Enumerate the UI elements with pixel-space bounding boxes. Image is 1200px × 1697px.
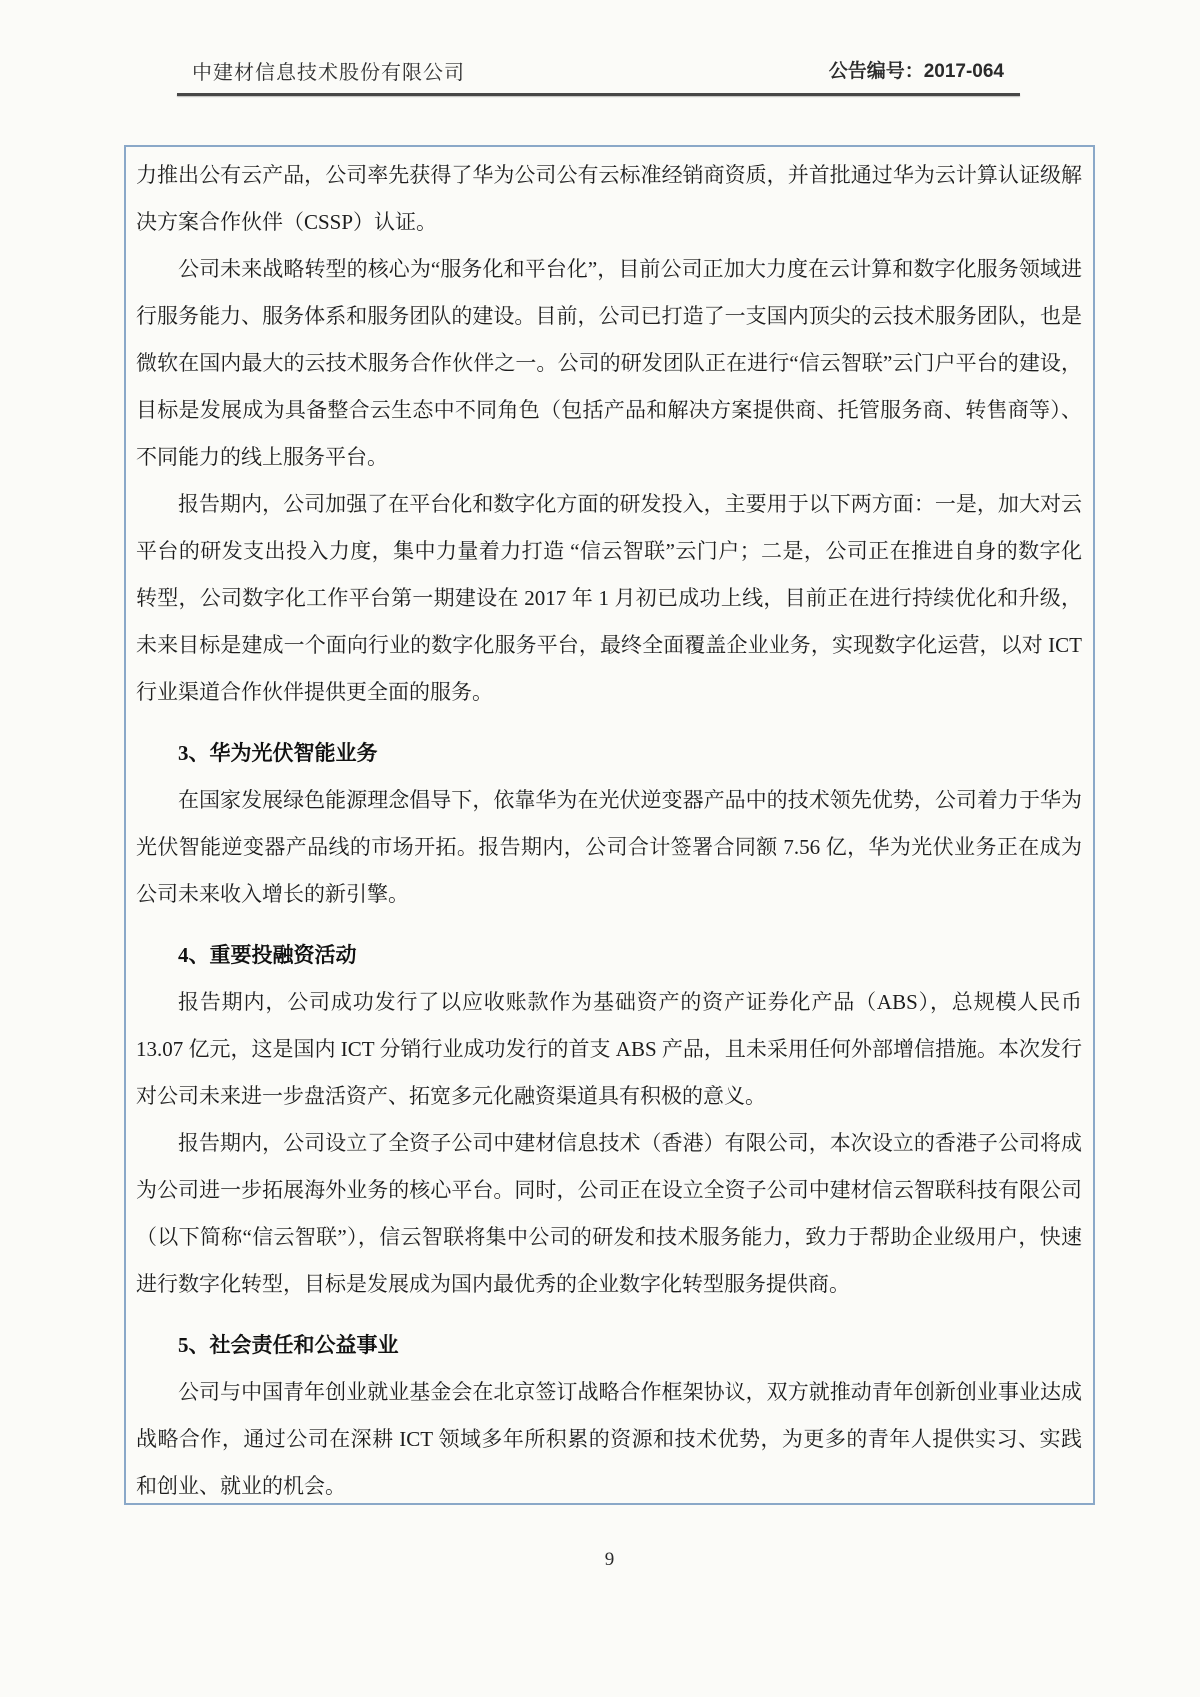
section-heading: 4、重要投融资活动 bbox=[178, 943, 357, 967]
paragraph: 公司未来战略转型的核心为“服务化和平台化”，目前公司正加大力度在云计算和数字化服务领域进行服务能力、服务体系和服务团队的建设。目前，公司已打造了一支国内顶尖的云技术服务团队，也是微软在国内最大的云技术服务合作伙伴之一。公司的研发团队正在进行“信云智联”云门户平台的建设，目标是发展成为具备整合云生态中不同角色（包括产品和解决方案提供商、托管服务商、转售商等）、不同能力的线上服务平台。 bbox=[136, 257, 1082, 469]
notice-number-value: 2017-064 bbox=[923, 61, 1004, 82]
announcement-body bbox=[124, 145, 1095, 1505]
paragraph: 在国家发展绿色能源理念倡导下，依靠华为在光伏逆变器产品中的技术领先优势，公司着力于华为光伏智能逆变器产品线的市场开拓。报告期内，公司合计签署合同额 7.56 亿，华为光伏业务正在成为公司未来收入增长的新引擎。 bbox=[136, 788, 1082, 906]
header-divider bbox=[177, 93, 1020, 96]
paragraph: 报告期内，公司设立了全资子公司中建材信息技术（香港）有限公司，本次设立的香港子公司将成为公司进一步拓展海外业务的核心平台。同时，公司正在设立全资子公司中建材信云智联科技有限公司（以下简称“信云智联”），信云智联将集中公司的研发和技术服务能力，致力于帮助企业级用户，快速进行数字化转型，目标是发展成为国内最优秀的企业数字化转型服务提供商。 bbox=[136, 1131, 1082, 1296]
paragraph: 力推出公有云产品，公司率先获得了华为公司公有云标准经销商资质，并首批通过华为云计算认证级解决方案合作伙伴（CSSP）认证。 bbox=[136, 163, 1082, 234]
paragraph: 公司与中国青年创业就业基金会在北京签订战略合作框架协议，双方就推动青年创新创业事业达成战略合作，通过公司在深耕 ICT 领域多年所积累的资源和技术优势，为更多的青年人提供实习、实践和创业、就业的机会。 bbox=[136, 1380, 1082, 1498]
paragraph: 报告期内，公司成功发行了以应收账款作为基础资产的资产证券化产品（ABS），总规模人民币 13.07 亿元，这是国内 ICT 分销行业成功发行的首支 ABS 产品，且未采用任何外部增信措施。本次发行对公司未来进一步盘活资产、拓宽多元化融资渠道具有积极的意义。 bbox=[136, 990, 1082, 1108]
section-heading: 5、社会责任和公益事业 bbox=[178, 1333, 399, 1357]
notice-number-label: 公告编号： bbox=[828, 61, 924, 82]
page-number: 9 bbox=[604, 1549, 615, 1570]
header-notice-number bbox=[829, 56, 1004, 83]
section-heading: 3、华为光伏智能业务 bbox=[178, 741, 378, 765]
header-company-name: 中建材信息技术股份有限公司 bbox=[192, 62, 465, 84]
paragraph: 报告期内，公司加强了在平台化和数字化方面的研发投入，主要用于以下两方面：一是，加大对云平台的研发支出投入力度，集中力量着力打造 “信云智联”云门户；二是，公司正在推进自身的数字化转型，公司数字化工作平台第一期建设在 2017 年 1 月初已成功上线，目前正在进行持续优化和升级，未来目标是建成一个面向行业的数字化服务平台，最终全面覆盖企业业务，实现数字化运营，以对 ICT 行业渠道合作伙伴提供更全面的服务。 bbox=[136, 492, 1082, 704]
